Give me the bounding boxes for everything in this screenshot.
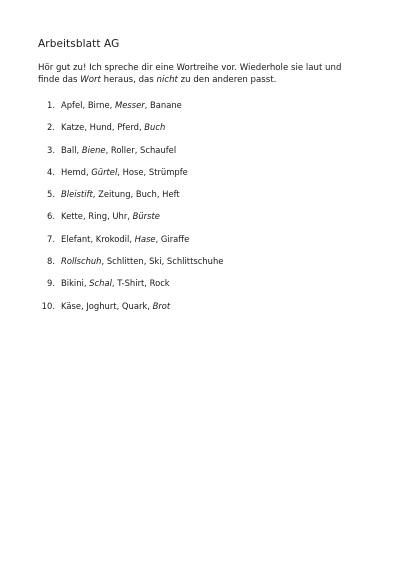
- list-item: [38, 256, 360, 278]
- word-separator: ,: [130, 189, 136, 200]
- word-separator: ,: [111, 278, 118, 289]
- word: Schlitten: [106, 256, 144, 267]
- word: Banane: [150, 100, 182, 110]
- word: Rock: [149, 278, 170, 289]
- word-separator: ,: [156, 189, 163, 200]
- word-row: [61, 211, 160, 233]
- word-separator: ,: [127, 211, 133, 222]
- word: Uhr: [112, 211, 128, 222]
- item-number: 7.: [47, 233, 55, 244]
- word-row: [61, 234, 189, 256]
- word-separator: ,: [92, 189, 99, 200]
- word: Hemd: [61, 166, 86, 177]
- word-separator: ,: [144, 100, 151, 110]
- list-item: [38, 301, 360, 323]
- word: Birne: [87, 100, 110, 110]
- word: Giraffe: [160, 233, 190, 244]
- word-separator: ,: [129, 233, 135, 244]
- word-separator: ,: [147, 300, 153, 311]
- list-item: [38, 278, 360, 300]
- list-item: [38, 145, 360, 167]
- word: Katze: [61, 122, 85, 133]
- item-number: 4.: [47, 166, 55, 177]
- item-number: 9.: [47, 278, 55, 289]
- odd-one-out-word: Gürtel: [91, 166, 118, 177]
- word-row: [61, 301, 170, 323]
- word-separator: ,: [117, 166, 123, 177]
- word-separator: ,: [76, 144, 82, 155]
- word: Apfel: [61, 100, 83, 110]
- word-separator: ,: [155, 233, 161, 244]
- word-separator: ,: [85, 166, 92, 177]
- list-item: [38, 122, 360, 144]
- odd-one-out-word: Messer: [114, 100, 145, 110]
- word: Elefant: [61, 233, 91, 244]
- item-number: 2.: [47, 122, 55, 133]
- word: T-Shirt: [117, 278, 145, 289]
- item-number: 5.: [47, 189, 55, 200]
- intro-emphasis: nicht: [156, 74, 178, 85]
- word: Heft: [162, 189, 180, 200]
- word-row: [61, 122, 165, 144]
- word-separator: ,: [90, 233, 96, 244]
- intro-text: zu den anderen passt.: [177, 74, 277, 85]
- item-number: 6.: [47, 211, 55, 222]
- word-separator: ,: [143, 256, 150, 267]
- odd-one-out-word: Brot: [152, 300, 171, 311]
- word-separator: ,: [84, 122, 90, 133]
- word-row: [61, 167, 188, 189]
- list-item: [38, 100, 360, 122]
- word-separator: ,: [107, 211, 113, 222]
- word: Bikini: [61, 278, 84, 289]
- word-separator: ,: [144, 278, 150, 289]
- word-separator: ,: [101, 256, 107, 267]
- list-item: [38, 234, 360, 256]
- word-separator: ,: [138, 122, 145, 133]
- odd-one-out-word: Bleistift: [61, 189, 93, 200]
- word-list: [38, 100, 360, 323]
- word: Hund: [89, 122, 112, 133]
- item-number: 1.: [47, 100, 55, 110]
- word: Schlittschuhe: [166, 256, 224, 267]
- intro-text: heraus, das: [100, 74, 157, 85]
- odd-one-out-word: Rollschuh: [61, 256, 102, 267]
- word: Hose: [122, 166, 144, 177]
- list-item: [38, 211, 360, 233]
- word: Käse: [61, 300, 81, 311]
- word-row: [61, 278, 170, 300]
- item-number: 8.: [47, 256, 55, 267]
- word: Ring: [88, 211, 108, 222]
- word: Strümpfe: [148, 166, 188, 177]
- list-item: [38, 189, 360, 211]
- word-separator: ,: [111, 122, 118, 133]
- word: Roller: [110, 144, 135, 155]
- word: Krokodil: [95, 233, 130, 244]
- word-separator: ,: [82, 211, 89, 222]
- word: Ball: [61, 144, 77, 155]
- word-separator: ,: [143, 166, 149, 177]
- odd-one-out-word: Hase: [134, 233, 156, 244]
- item-number: 3.: [47, 144, 55, 155]
- odd-one-out-word: Bürste: [132, 211, 160, 222]
- word: Buch: [135, 189, 157, 200]
- word: Schaufel: [140, 144, 177, 155]
- word-separator: ,: [116, 300, 122, 311]
- word: Joghurt: [86, 300, 117, 311]
- word: Ski: [149, 256, 162, 267]
- intro-emphasis: Wort: [80, 74, 101, 85]
- page-title: Arbeitsblatt AG: [38, 38, 120, 50]
- word: Kette: [61, 211, 83, 222]
- word-separator: ,: [105, 144, 111, 155]
- word-separator: ,: [109, 100, 115, 110]
- item-number: 10.: [41, 300, 55, 311]
- word-row: [61, 189, 180, 211]
- word-separator: ,: [82, 100, 88, 110]
- odd-one-out-word: Biene: [81, 144, 106, 155]
- word-separator: ,: [83, 278, 90, 289]
- instructions-paragraph: [38, 63, 360, 86]
- odd-one-out-word: Schal: [89, 278, 112, 289]
- odd-one-out-word: Buch: [144, 122, 166, 133]
- word-row: [61, 256, 223, 278]
- word: Quark: [121, 300, 148, 311]
- list-item: [38, 167, 360, 189]
- word-row: [61, 145, 176, 167]
- word: Pferd: [117, 122, 139, 133]
- word-separator: ,: [161, 256, 167, 267]
- word-separator: ,: [81, 300, 87, 311]
- word-separator: ,: [134, 144, 141, 155]
- word-row: [61, 100, 182, 122]
- intro-text: Hör gut zu! Ich spreche dir eine Wortreihe vor. Wiederhole sie laut und finde das: [38, 63, 342, 85]
- word: Zeitung: [98, 189, 131, 200]
